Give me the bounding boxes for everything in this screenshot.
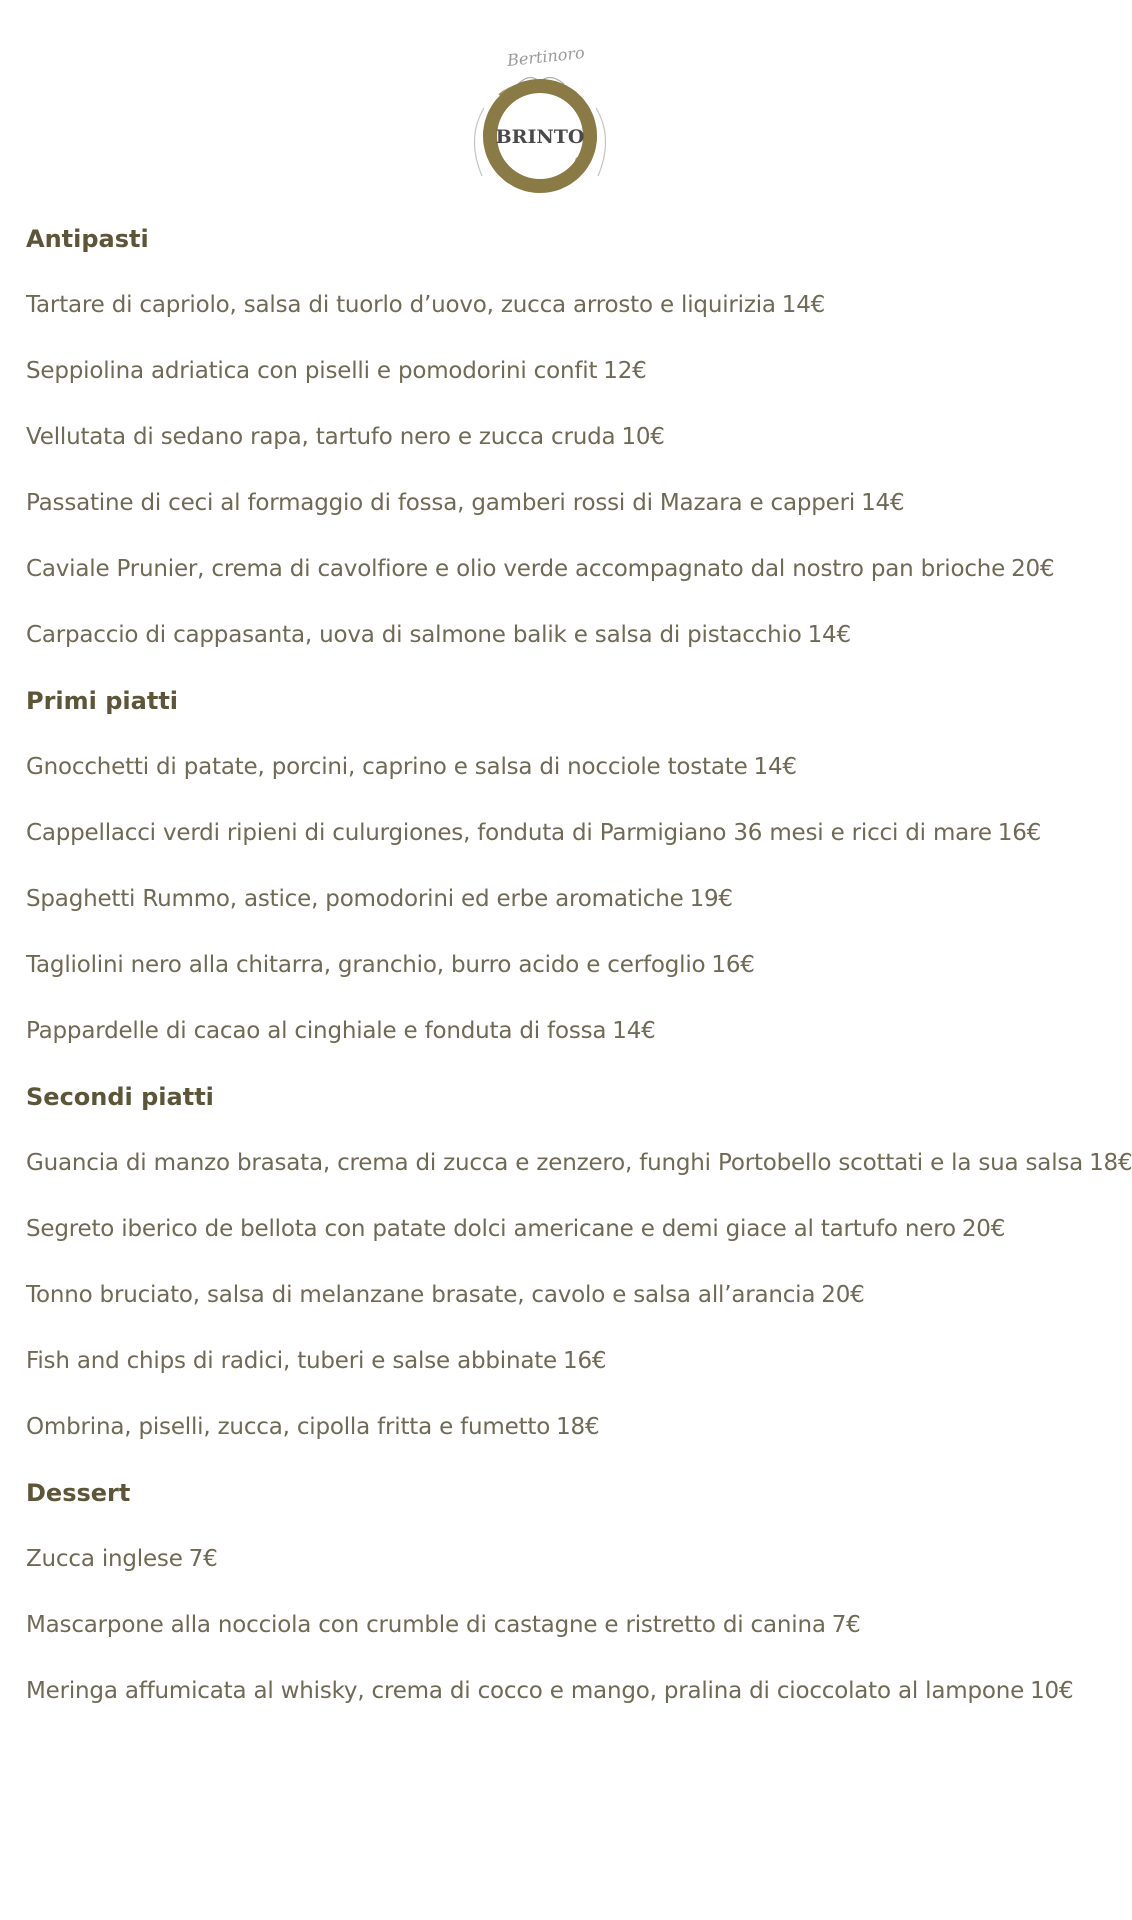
dish-name: Tagliolini nero alla chitarra, granchio, burro acido e cerfoglio bbox=[26, 952, 706, 978]
dish-price: 14€ bbox=[807, 622, 851, 648]
dish-price: 18€ bbox=[1089, 1150, 1132, 1176]
menu-item bbox=[26, 610, 1066, 676]
logo-emblem bbox=[460, 38, 620, 200]
dish-name: Caviale Prunier, crema di cavolfiore e olio verde accompagnato dal nostro pan brioche bbox=[26, 556, 1006, 582]
dish-price: 16€ bbox=[711, 952, 755, 978]
section-title: Secondi piatti bbox=[26, 1083, 214, 1111]
section-title: Antipasti bbox=[26, 225, 149, 253]
menu-item bbox=[26, 544, 1066, 610]
menu-item bbox=[26, 1006, 1066, 1072]
section-title: Primi piatti bbox=[26, 687, 179, 715]
dish-price: 10€ bbox=[1030, 1678, 1074, 1704]
dish-name: Mascarpone alla nocciola con crumble di castagne e ristretto di canina bbox=[26, 1612, 826, 1638]
dish-name: Guancia di manzo brasata, crema di zucca e zenzero, funghi Portobello scottati e la sua salsa bbox=[26, 1150, 1084, 1176]
dish-name: Segreto iberico de bellota con patate dolci americane e demi giace al tartufo nero bbox=[26, 1216, 956, 1242]
menu-item bbox=[26, 940, 1066, 1006]
dish-price: 14€ bbox=[753, 754, 797, 780]
dish-price: 16€ bbox=[997, 820, 1042, 846]
dish-name: Pappardelle di cacao al cinghiale e fonduta di fossa bbox=[26, 1018, 607, 1044]
menu-item bbox=[26, 742, 1066, 808]
dish-name: Fish and chips di radici, tuberi e salse abbinate bbox=[26, 1348, 558, 1374]
dish-price: 20€ bbox=[961, 1216, 1006, 1242]
dish-price: 10€ bbox=[621, 424, 665, 450]
menu-item bbox=[26, 1666, 1074, 1732]
dish-price: 7€ bbox=[188, 1546, 218, 1572]
dish-price: 20€ bbox=[821, 1282, 865, 1308]
brinto-logo bbox=[460, 38, 620, 200]
dish-price: 16€ bbox=[563, 1348, 607, 1374]
dish-name: Cappellacci verdi ripieni di culurgiones, fonduta di Parmigiano 36 mesi e ricci di mare bbox=[26, 820, 992, 846]
menu-item bbox=[26, 874, 1066, 940]
logo-script-text: Bertinoro bbox=[506, 43, 586, 71]
menu-item bbox=[26, 412, 1066, 478]
menu-item bbox=[26, 478, 1066, 544]
menu-item bbox=[26, 346, 1066, 412]
menu-item bbox=[26, 808, 1066, 874]
menu-item bbox=[26, 1270, 1066, 1336]
dish-name: Gnocchetti di patate, porcini, caprino e salsa di nocciole tostate bbox=[26, 754, 748, 780]
dish-price: 19€ bbox=[689, 886, 733, 912]
menu-list bbox=[26, 214, 1132, 1732]
menu-item bbox=[26, 280, 1066, 346]
dish-name: Seppiolina adriatica con piselli e pomodorini confit bbox=[26, 358, 598, 384]
dish-price: 20€ bbox=[1011, 556, 1055, 582]
dish-name: Zucca inglese bbox=[26, 1546, 183, 1572]
dish-name: Carpaccio di cappasanta, uova di salmone balik e salsa di pistacchio bbox=[26, 622, 802, 648]
dish-price: 14€ bbox=[861, 490, 905, 516]
dish-name: Tonno bruciato, salsa di melanzane brasate, cavolo e salsa all’arancia bbox=[26, 1282, 816, 1308]
dish-name: Spaghetti Rummo, astice, pomodorini ed erbe aromatiche bbox=[26, 886, 684, 912]
dish-price: 7€ bbox=[831, 1612, 861, 1638]
dish-price: 14€ bbox=[612, 1018, 656, 1044]
dish-price: 18€ bbox=[556, 1414, 600, 1440]
menu-item bbox=[26, 1138, 1132, 1204]
menu-item bbox=[26, 1204, 1066, 1270]
logo-brand-text: BRINTO bbox=[495, 126, 585, 148]
menu-item bbox=[26, 1534, 1066, 1600]
dish-price: 14€ bbox=[781, 292, 826, 318]
dish-name: Ombrina, piselli, zucca, cipolla fritta e fumetto bbox=[26, 1414, 551, 1440]
section-title: Dessert bbox=[26, 1479, 131, 1507]
dish-name: Passatine di ceci al formaggio di fossa, gamberi rossi di Mazara e capperi bbox=[26, 490, 856, 516]
dish-price: 12€ bbox=[603, 358, 647, 384]
dish-name: Vellutata di sedano rapa, tartufo nero e zucca cruda bbox=[26, 424, 616, 450]
menu-item bbox=[26, 1600, 1066, 1666]
dish-name: Tartare di capriolo, salsa di tuorlo d’uovo, zucca arrosto e liquirizia bbox=[26, 292, 776, 318]
menu-item bbox=[26, 1336, 1066, 1402]
dish-name: Meringa affumicata al whisky, crema di cocco e mango, pralina di cioccolato al lampone bbox=[26, 1678, 1025, 1704]
menu-item bbox=[26, 1402, 1066, 1468]
